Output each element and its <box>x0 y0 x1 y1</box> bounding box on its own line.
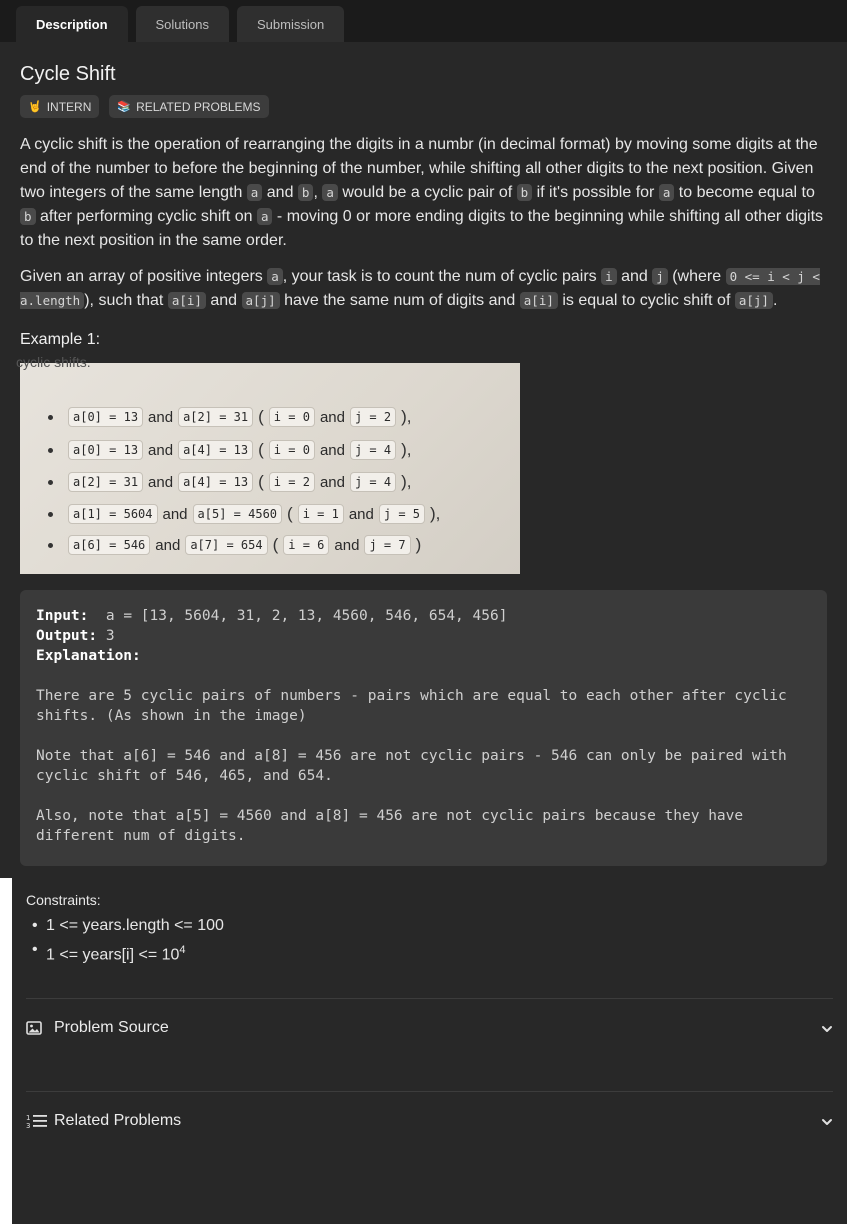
text: and <box>262 184 298 201</box>
badge-intern[interactable] <box>20 95 99 118</box>
explanation-label: Explanation: <box>36 648 141 664</box>
image-j-value: 4 <box>383 443 392 457</box>
image-pair-row <box>48 535 421 555</box>
image-code-j: j = 2 <box>350 407 396 427</box>
image-j-value: 7 <box>398 538 406 552</box>
inline-code: a <box>267 268 283 285</box>
tab-bar <box>0 0 847 42</box>
explanation-line: Note that a[6] = 546 and a[8] = 456 are not cyclic pairs - 546 can only be paired with cyclic shift of 546, 465, and 654. <box>36 748 796 784</box>
text: . <box>772 292 778 309</box>
image-pair-row <box>48 440 412 460</box>
accordion-label: Related Problems <box>54 1112 182 1129</box>
image-code-j: j = 5 <box>379 504 425 524</box>
inline-code: a[i] <box>168 292 206 309</box>
explanation-line: Also, note that a[5] = 4560 and a[8] = 456 are not cyclic pairs because they have different num of digits. <box>36 808 752 844</box>
output-value: 3 <box>105 628 115 644</box>
image-j-value: 4 <box>383 475 392 489</box>
inline-code: a <box>659 184 675 201</box>
image-index-b: a[7] <box>190 538 220 552</box>
image-and-text: and <box>155 536 181 554</box>
image-code-a: a[1] = 5604 <box>68 504 158 524</box>
example-image <box>16 354 520 574</box>
inline-code: b <box>20 208 36 225</box>
image-index-a: a[6] <box>73 538 102 552</box>
list-icon <box>26 1113 54 1129</box>
image-i-value: 0 <box>302 443 310 457</box>
tab-submission[interactable]: Submission <box>237 6 344 42</box>
text: A cyclic shift is the operation of rearranging the digits in a numbr (in decimal format) by moving some digits at the end of the number to before the beginning of the number, while shifting all other digits to the next position. Given two integers of the same length <box>20 136 818 201</box>
image-i-value: 6 <box>317 538 325 552</box>
image-j-value: 2 <box>383 410 392 424</box>
text: , your task is to count the num of cyclic pairs <box>282 268 602 285</box>
badge-row <box>20 95 827 118</box>
hand-icon: 🤘 <box>28 101 42 113</box>
image-value-a: 31 <box>123 475 139 489</box>
constraint-item <box>26 914 826 938</box>
problem-title: Cycle Shift <box>20 63 116 85</box>
image-and-text: and <box>162 505 188 523</box>
image-code-j: j = 4 <box>350 440 396 460</box>
image-code-j: j = 4 <box>350 472 396 492</box>
image-code-i: i = 2 <box>269 472 315 492</box>
bullet-dot <box>48 448 53 453</box>
image-i-value: 0 <box>302 410 310 424</box>
image-code-i: i = 0 <box>269 440 315 460</box>
image-i-value: 1 <box>331 507 339 521</box>
constraint-text: 1 <= years[i] <= 10 <box>46 946 180 964</box>
image-code-a: a[2] = 31 <box>68 472 143 492</box>
books-icon: 📚 <box>117 101 132 113</box>
image-index-b: a[2] <box>183 410 212 424</box>
image-i-value: 2 <box>302 475 310 489</box>
image-code-i: i = 6 <box>283 535 329 555</box>
text: Given an array of positive integers <box>20 268 268 285</box>
tab-solutions[interactable]: Solutions <box>136 6 229 42</box>
output-label: Output: <box>36 628 98 644</box>
image-index-a: a[0] <box>73 410 102 424</box>
bullet-dot <box>48 415 53 420</box>
image-paren-close: ), <box>401 472 412 491</box>
image-code-b: a[2] = 31 <box>178 407 253 427</box>
inline-code: b <box>298 184 314 201</box>
chevron-down-icon[interactable] <box>821 1022 833 1034</box>
problem-content <box>0 62 847 866</box>
image-index-b: a[4] <box>183 443 212 457</box>
inline-code: j <box>652 268 668 285</box>
accordion-problem-source[interactable] <box>26 998 833 1057</box>
description-paragraph-1 <box>20 133 827 253</box>
inline-code: a <box>322 184 338 201</box>
accordion-related-problems[interactable] <box>26 1091 833 1150</box>
tab-description[interactable]: Description <box>16 6 128 42</box>
text: ), such that <box>84 292 168 309</box>
image-and-text: and <box>148 473 174 491</box>
image-and-text: and <box>348 505 374 523</box>
image-index-b: a[4] <box>183 475 212 489</box>
image-index-a: a[2] <box>73 475 102 489</box>
image-and-text: and <box>334 536 360 554</box>
text: and <box>616 268 653 285</box>
text: is equal to cyclic shift of <box>557 292 735 309</box>
image-code-a: a[6] = 546 <box>68 535 150 555</box>
input-value: a = [13, 5604, 31, 2, 13, 4560, 546, 654, 456] <box>105 608 508 624</box>
image-paren-open: ( <box>287 504 293 523</box>
inline-code: a[j] <box>242 292 280 309</box>
constraints-section <box>26 892 826 967</box>
inline-code: a[j] <box>735 292 773 309</box>
accordion-header[interactable] <box>26 1092 833 1150</box>
badge-related-problems[interactable] <box>109 95 268 118</box>
input-label: Input: <box>36 608 89 624</box>
image-paren-open: ( <box>272 535 279 554</box>
image-paren-close: ), <box>430 504 441 523</box>
explanation-line: There are 5 cyclic pairs of numbers - pairs which are equal to each other after cyclic shifts. (As shown in the image) <box>36 688 796 724</box>
text: have the same num of digits and <box>279 292 520 309</box>
image-code-a: a[0] = 13 <box>68 407 143 427</box>
image-value-b: 13 <box>233 475 249 489</box>
image-code-b: a[4] = 13 <box>178 440 253 460</box>
badge-intern-label: INTERN <box>46 99 92 114</box>
image-code-j: j = 7 <box>364 535 410 555</box>
constraints-list <box>26 914 826 967</box>
bullet-dot <box>48 480 53 485</box>
bullet-dot <box>48 512 53 517</box>
image-value-b: 13 <box>233 443 249 457</box>
inline-code: i <box>601 268 617 285</box>
image-value-b: 31 <box>233 410 249 424</box>
description-paragraph-2 <box>20 265 827 313</box>
image-pair-row <box>48 504 440 524</box>
text: , <box>313 184 323 201</box>
inline-code: b <box>517 184 533 201</box>
image-value-a: 5604 <box>123 507 153 521</box>
image-index-a: a[1] <box>73 507 102 521</box>
constraint-text: 1 <= years.length <= 100 <box>46 917 224 934</box>
image-paren-open: ( <box>258 440 264 459</box>
accordion-header[interactable] <box>26 999 833 1057</box>
image-value-b: 654 <box>240 538 263 552</box>
image-paren-close: ) <box>415 535 422 554</box>
text: after performing cyclic shift on <box>35 208 257 225</box>
image-and-text: and <box>148 441 174 459</box>
image-paren-close: ), <box>401 407 412 426</box>
image-value-a: 13 <box>123 443 139 457</box>
bullet-dot <box>48 543 53 548</box>
accordion-label: Problem Source <box>54 1019 169 1036</box>
image-and-text: and <box>319 408 345 426</box>
image-code-i: i = 1 <box>298 504 344 524</box>
image-value-a: 13 <box>123 410 139 424</box>
inline-code: a[i] <box>520 292 558 309</box>
text: and <box>205 292 242 309</box>
text: to become equal to <box>674 184 815 201</box>
image-index-b: a[5] <box>197 507 227 521</box>
image-paren-open: ( <box>258 407 264 426</box>
svg-text:1: 1 <box>26 1114 31 1122</box>
image-value-b: 4560 <box>248 507 278 521</box>
image-code-b: a[4] = 13 <box>178 472 253 492</box>
image-code-b: a[5] = 4560 <box>193 504 283 524</box>
image-paren-close: ), <box>401 440 412 459</box>
image-pair-row <box>48 407 412 427</box>
constraint-item <box>26 938 826 967</box>
image-value-a: 546 <box>123 538 146 552</box>
badge-related-label: RELATED PROBLEMS <box>136 99 261 114</box>
image-and-text: and <box>319 473 345 491</box>
inline-code: a <box>247 184 263 201</box>
image-code-i: i = 0 <box>269 407 315 427</box>
inline-code: 0 <= i < j < a.length <box>20 269 820 308</box>
image-and-text: and <box>148 408 174 426</box>
constraint-exponent: 4 <box>179 944 186 956</box>
image-code-b: a[7] = 654 <box>185 535 267 555</box>
text: if it's possible for <box>532 184 659 201</box>
left-edge-strip <box>0 878 12 1224</box>
example-code-block <box>20 590 827 866</box>
image-index-a: a[0] <box>73 443 102 457</box>
svg-text:3: 3 <box>26 1122 31 1130</box>
text: (where <box>667 268 726 285</box>
text: - moving 0 or more ending digits to the beginning while shifting all other digits to the next position in the same order. <box>20 208 824 249</box>
image-cut-text: cyclic shifts. <box>16 354 91 370</box>
example-title: Example 1: <box>20 331 101 348</box>
constraints-title: Constraints: <box>26 892 101 908</box>
text: would be a cyclic pair of <box>337 184 517 201</box>
inline-code: a <box>257 208 273 225</box>
image-and-text: and <box>319 441 345 459</box>
image-code-a: a[0] = 13 <box>68 440 143 460</box>
image-paren-open: ( <box>258 472 264 491</box>
chevron-down-icon[interactable] <box>821 1115 833 1127</box>
image-j-value: 5 <box>412 507 421 521</box>
image-icon <box>26 1020 54 1036</box>
image-pair-row <box>48 472 412 492</box>
